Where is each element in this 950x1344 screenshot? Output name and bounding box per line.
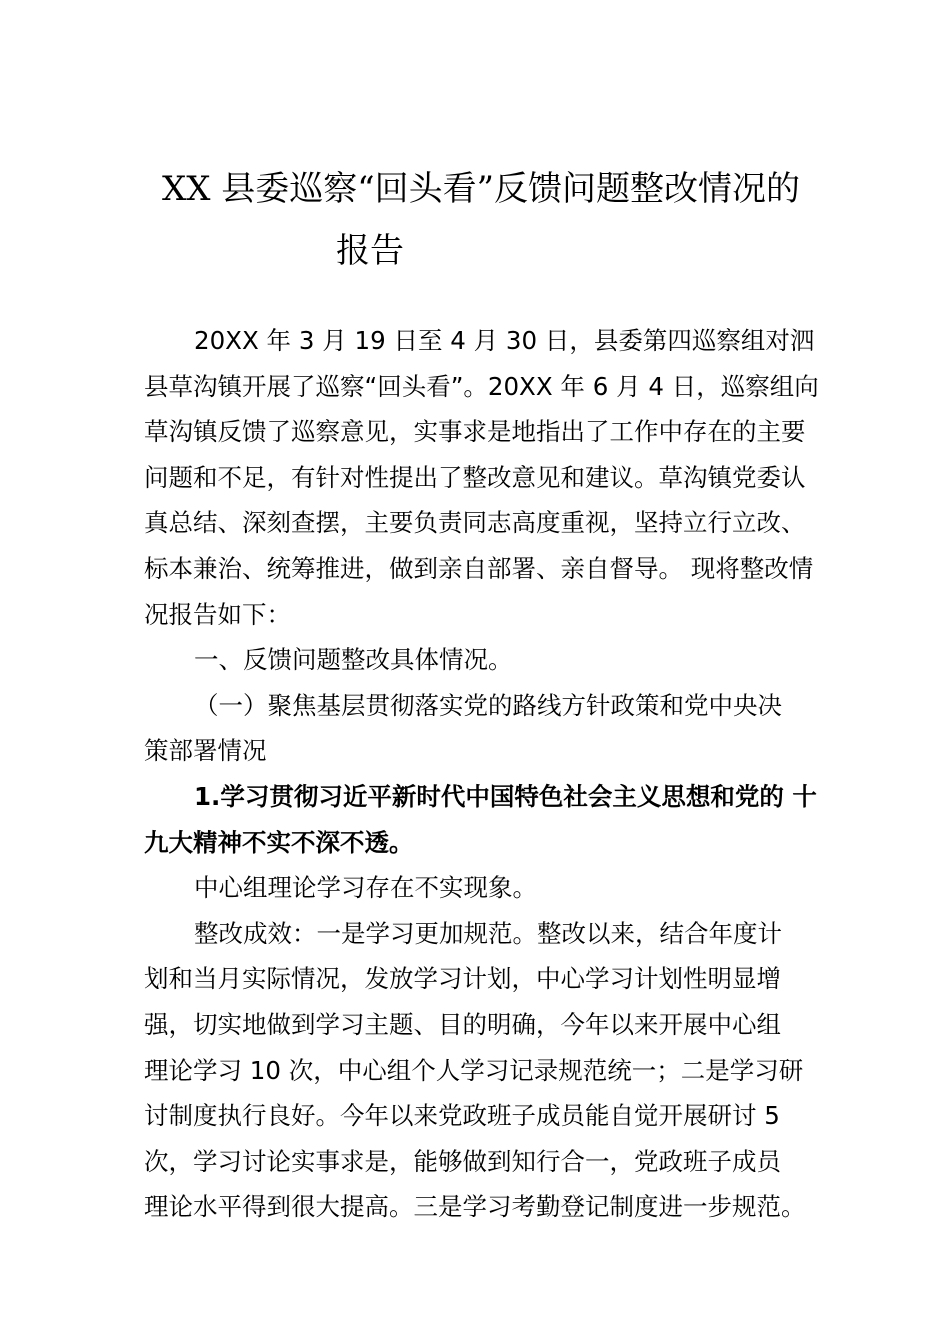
text-line: 真总结、深刻查摆，主要负责同志高度重视，坚持立行立改、 (144, 508, 806, 538)
problem-statement (144, 865, 820, 911)
text-line: 一、反馈问题整改具体情况。 (194, 645, 513, 675)
text-line: 理论学习 10 次，中心组个人学习记录规范统一；二是学习研 (144, 1055, 804, 1085)
item-heading (144, 774, 820, 865)
text-line: 问题和不足，有针对性提出了整改意见和建议。草沟镇党委认 (144, 462, 806, 492)
title-line-2: 报告 (336, 231, 404, 271)
text-line: 策部署情况 (144, 736, 267, 766)
text-line: 强，切实地做到学习主题、目的明确，今年以来开展中心组 (144, 1009, 781, 1039)
text-line: 标本兼治、统筹推进，做到亲自部署、亲自督导。 现将整改情 (144, 553, 814, 583)
text-line: 草沟镇反馈了巡察意见，实事求是地指出了工作中存在的主要 (144, 417, 806, 447)
text-line: 况报告如下： (144, 599, 291, 629)
text-line: 九大精神不实不深不透。 (144, 827, 414, 857)
text-line: 整改成效：一是学习更加规范。整改以来，结合年度计 (194, 918, 782, 948)
text-line: 20XX 年 3 月 19 日至 4 月 30 日，县委第四巡察组对泗 (194, 326, 815, 355)
paragraph-intro (144, 318, 820, 637)
text-line: 次，学习讨论实事求是，能够做到知行合一，党政班子成员 (144, 1146, 781, 1176)
document-title (140, 158, 810, 282)
text-line: 讨制度执行良好。今年以来党政班子成员能自觉开展研讨 5 (144, 1101, 780, 1131)
text-line: 理论水平得到很大提高。三是学习考勤登记制度进一步规范。 (144, 1192, 806, 1222)
text-line: 划和当月实际情况，发放学习计划，中心学习计划性明显增 (144, 964, 781, 994)
text-line: 中心组理论学习存在不实现象。 (194, 873, 537, 903)
document-body (144, 318, 820, 1230)
subsection-heading (144, 683, 820, 774)
section-heading (144, 637, 820, 683)
text-line: （一）聚焦基层贯彻落实党的路线方针政策和党中央决 (194, 690, 782, 720)
title-line-1: XX 县委巡察“回头看”反馈问题整改情况的 (162, 169, 800, 209)
rectification-results (144, 911, 820, 1230)
text-line: 1.学习贯彻习近平新时代中国特色社会主义思想和党的 十 (194, 781, 817, 811)
text-line: 县草沟镇开展了巡察“回头看”。20XX 年 6 月 4 日，巡察组向 (144, 371, 819, 401)
